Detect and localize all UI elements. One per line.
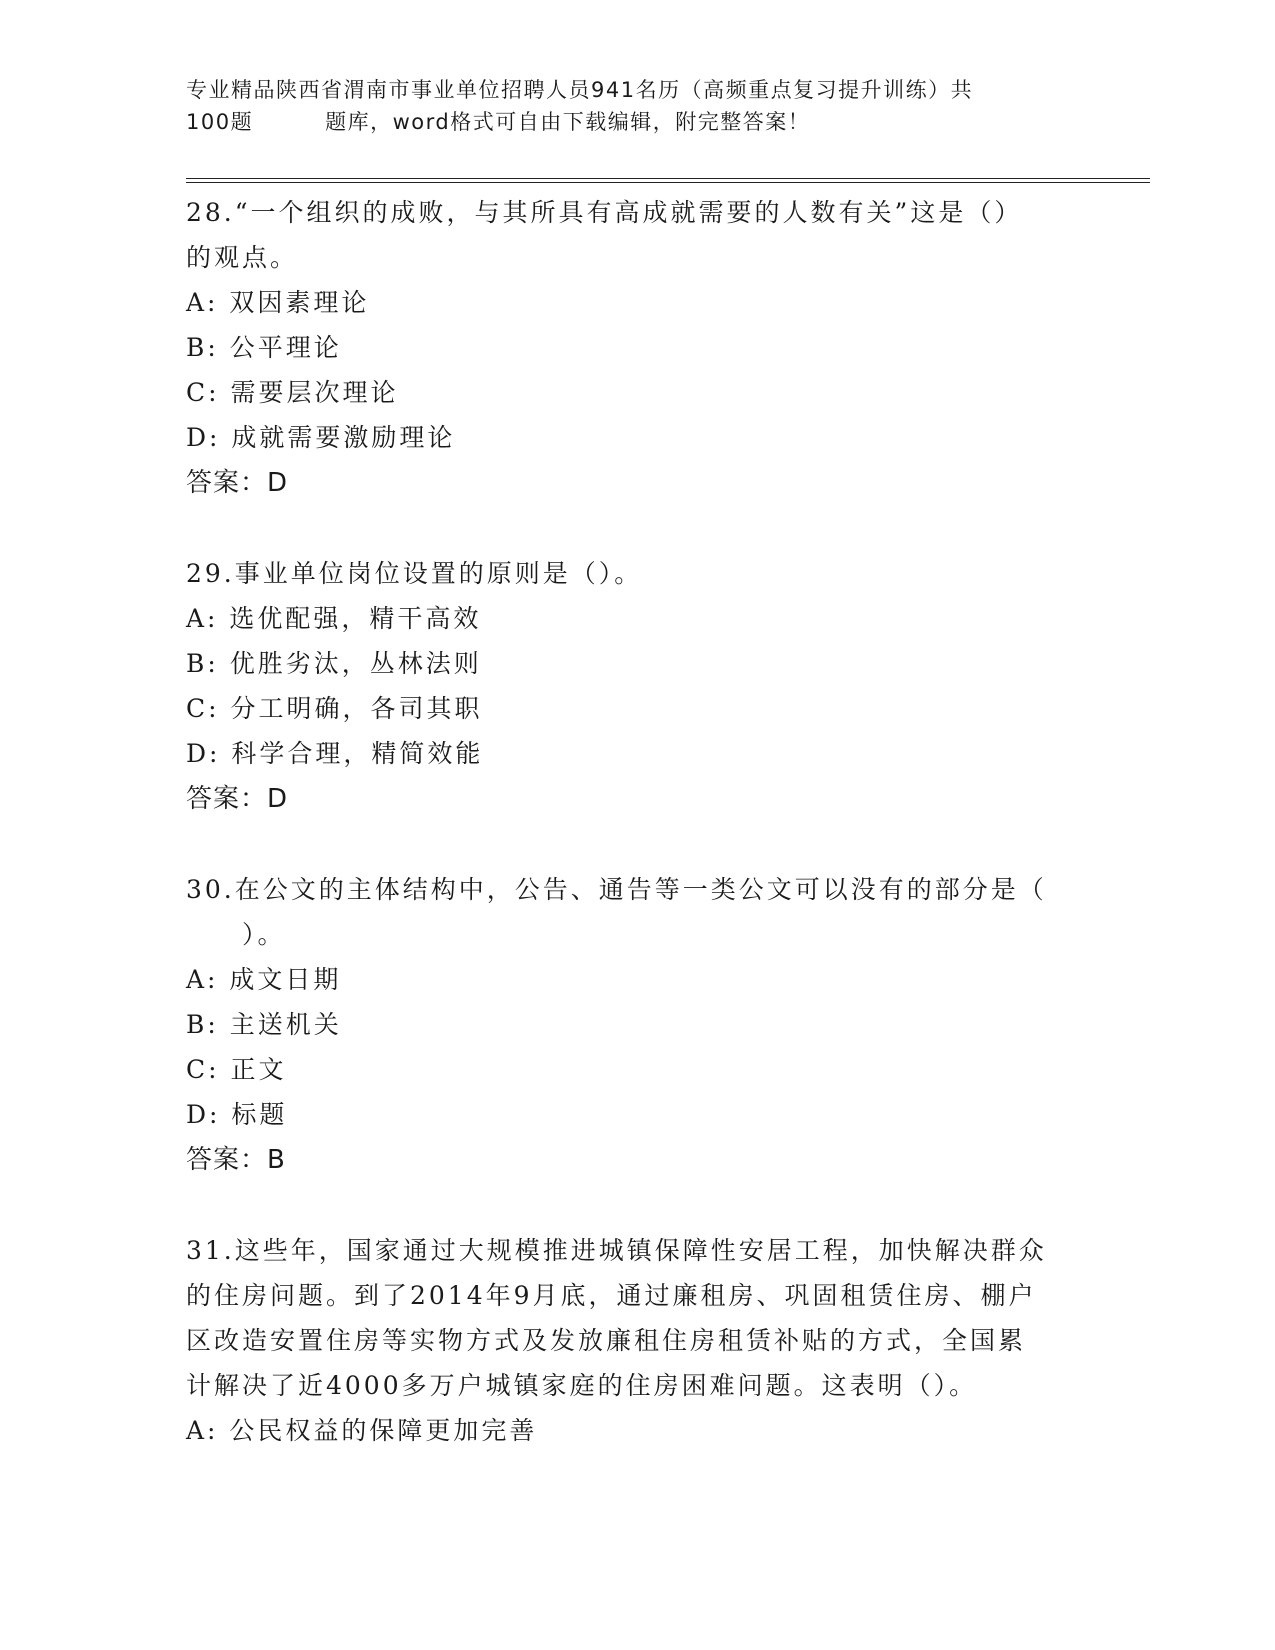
question-31 [186, 1228, 1066, 1453]
option-d: D: 成就需要激励理论 [186, 423, 456, 452]
question-stem-line: 30.在公文的主体结构中，公告、通告等一类公文可以没有的部分是（ [186, 875, 1047, 904]
option-d: D: 科学合理，精简效能 [186, 739, 484, 768]
question-stem-line: 29.事业单位岗位设置的原则是（）。 [186, 559, 643, 588]
header-divider-bottom [186, 182, 1150, 183]
option-c: C: 正文 [186, 1055, 287, 1084]
question-stem-line: 的住房问题。到了2014年9月底，通过廉租房、巩固租赁住房、棚户 [186, 1281, 1037, 1310]
question-stem-line: ）。 [186, 920, 286, 949]
header-line-2 [186, 106, 1086, 138]
header-count: 100题 [186, 110, 254, 134]
option-b: B: 公平理论 [186, 333, 342, 362]
question-stem-line: 区改造安置住房等实物方式及发放廉租住房租赁补贴的方式，全国累 [186, 1326, 1027, 1355]
option-a: A: 选优配强，精干高效 [186, 604, 482, 633]
answer: 答案：D [186, 784, 289, 814]
option-a: A: 成文日期 [186, 965, 342, 994]
question-30 [186, 867, 1066, 1183]
question-stem-line: 28.“一个组织的成败，与其所具有高成就需要的人数有关”这是（） [186, 198, 1023, 227]
question-list [186, 190, 1066, 1453]
question-stem-line: 的观点。 [186, 243, 299, 272]
option-b: B: 优胜劣汰，丛林法则 [186, 649, 482, 678]
header-description: 题库，word格式可自由下载编辑，附完整答案！ [325, 110, 811, 134]
question-29 [186, 551, 1066, 822]
option-a: A: 双因素理论 [186, 288, 370, 317]
page-header [186, 74, 1086, 138]
question-stem-line: 计解决了近4000多万户城镇家庭的住房困难问题。这表明（）。 [186, 1371, 978, 1400]
answer: 答案：B [186, 1145, 286, 1175]
option-b: B: 主送机关 [186, 1010, 342, 1039]
header-divider-top [186, 178, 1150, 179]
question-stem-line: 31.这些年，国家通过大规模推进城镇保障性安居工程，加快解决群众 [186, 1236, 1047, 1265]
option-c: C: 分工明确，各司其职 [186, 694, 483, 723]
option-c: C: 需要层次理论 [186, 378, 399, 407]
option-a: A: 公民权益的保障更加完善 [186, 1416, 538, 1445]
answer: 答案：D [186, 468, 289, 498]
option-d: D: 标题 [186, 1100, 288, 1129]
header-line-1: 专业精品陕西省渭南市事业单位招聘人员941名历（高频重点复习提升训练）共 [186, 78, 974, 102]
question-28 [186, 190, 1066, 506]
